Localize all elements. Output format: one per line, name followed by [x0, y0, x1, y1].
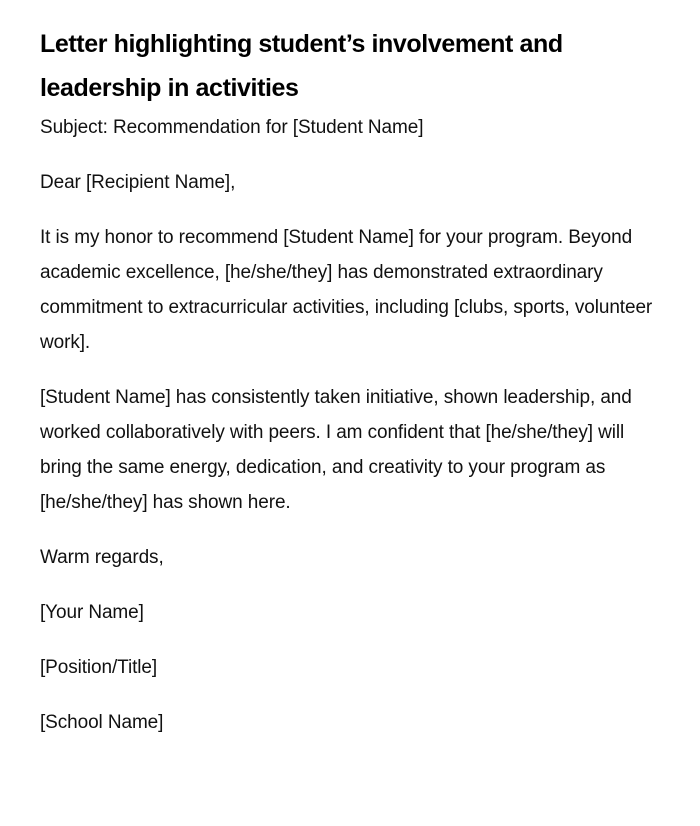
letter-title: Letter highlighting student’s involvement and leadership in activities — [40, 30, 563, 102]
subject-line: Subject: Recommendation for [Student Name] — [40, 117, 424, 138]
body-paragraph-1: It is my honor to recommend [Student Name] for your program. Beyond academic excellence, [he/she/they] has demonstrated extraordinary commitment to extracurricular activities, including [clubs, sports, volunteer work]. — [40, 227, 653, 353]
signature-school: [School Name] — [40, 712, 164, 733]
salutation: Dear [Recipient Name], — [40, 172, 236, 193]
signature-name: [Your Name] — [40, 602, 144, 623]
body-paragraph-2: [Student Name] has consistently taken initiative, shown leadership, and worked collaboratively with peers. I am confident that [he/she/they] will bring the same energy, dedication, and creativity to your program as [he/she/they] has shown here. — [40, 387, 632, 513]
closing: Warm regards, — [40, 547, 164, 568]
signature-position: [Position/Title] — [40, 657, 158, 678]
